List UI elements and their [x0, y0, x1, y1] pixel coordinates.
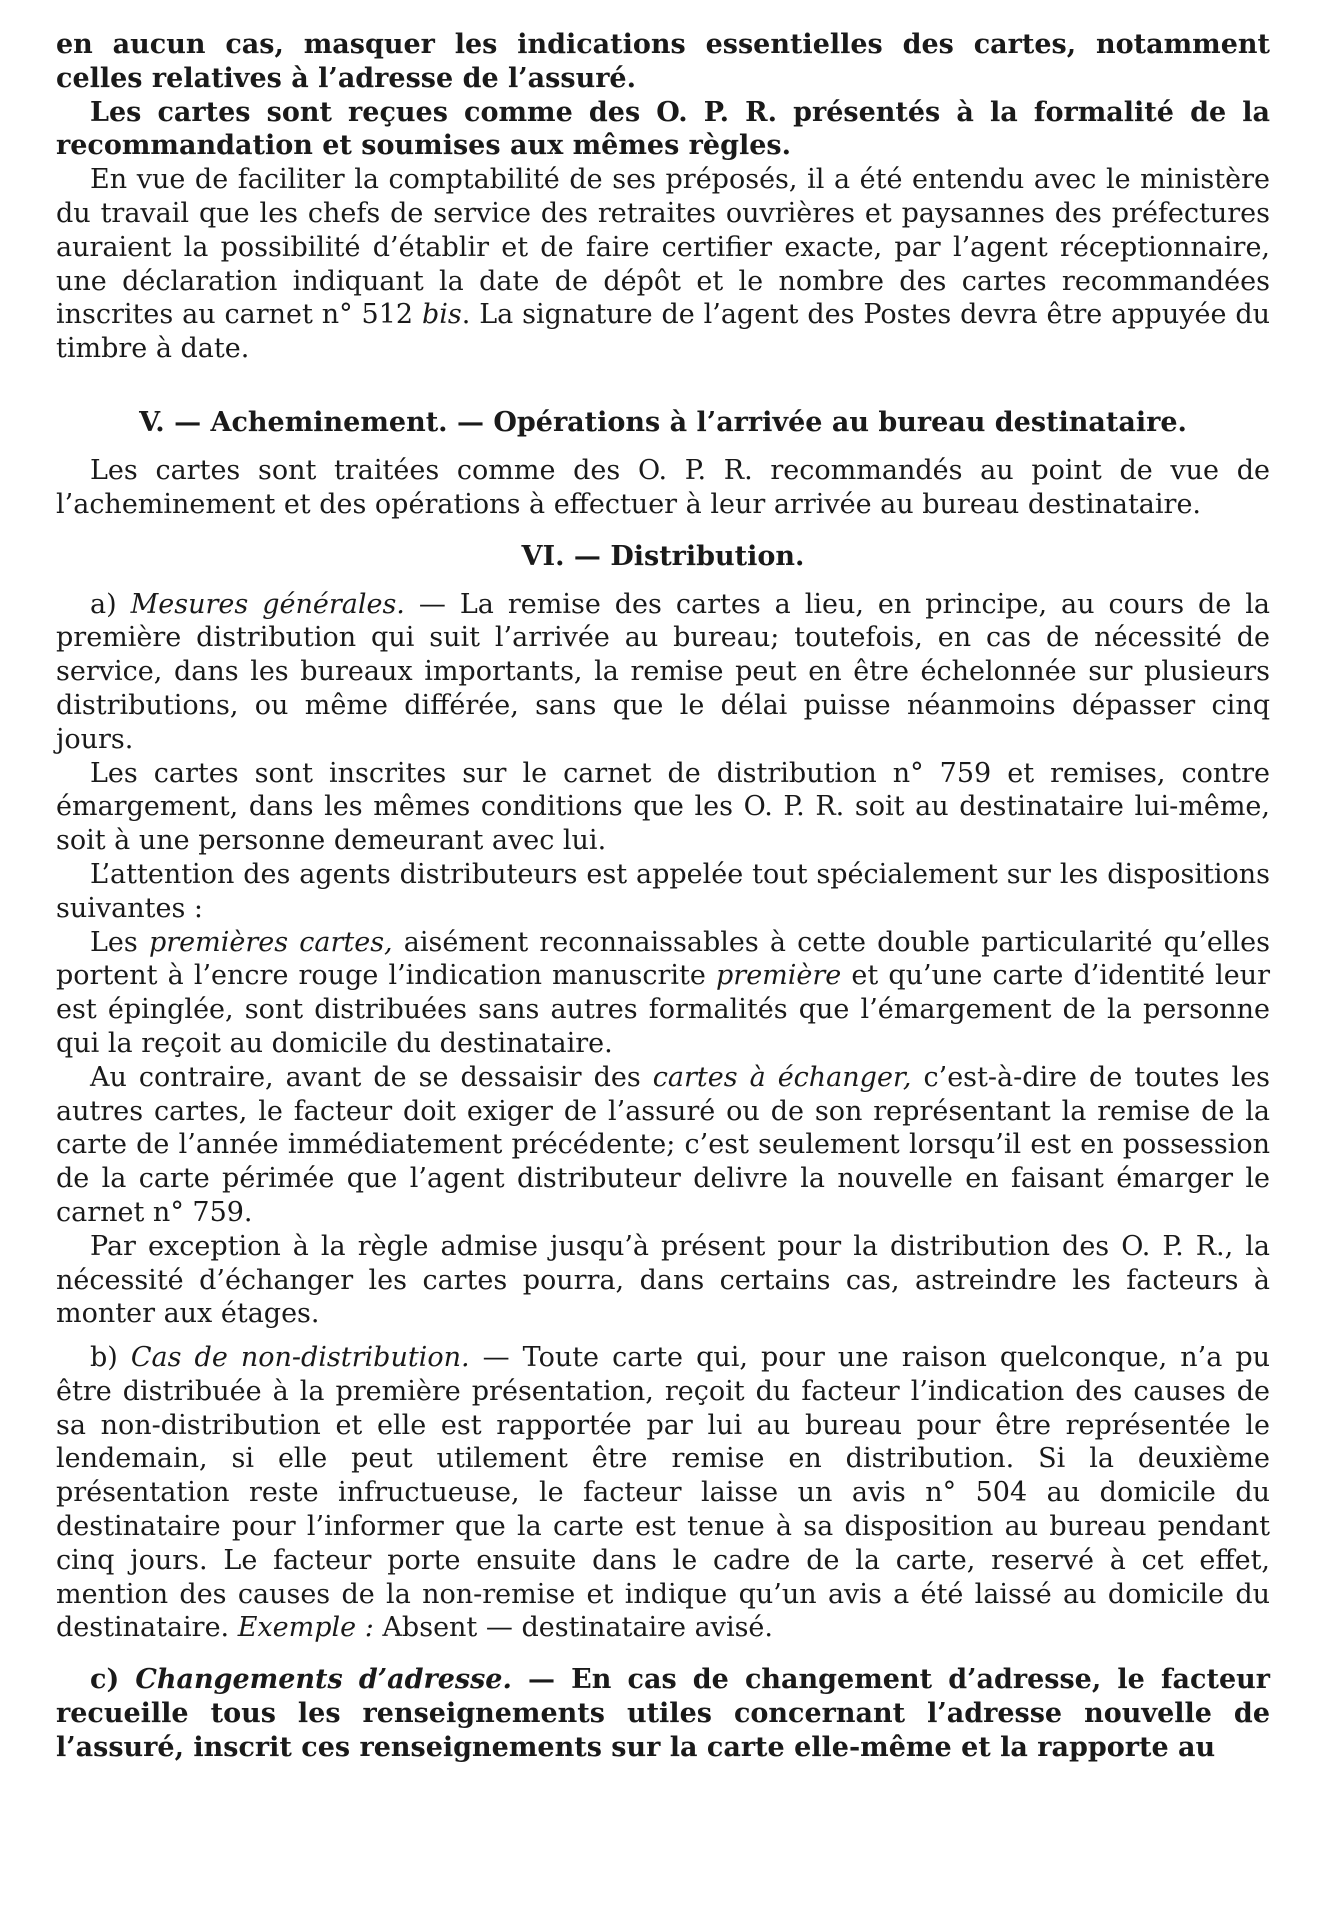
- section-vi-premieres-italic-1: premières cartes,: [148, 926, 393, 958]
- document-page: [56, 28, 1270, 1765]
- intro-p3-text: En vue de faciliter la comptabilité de ses préposés, il a été entendu avec le ministère du travail que les chefs de service des retraites ouvrières et paysannes des préfectures auraient la possibilité d’établir et de faire certifier exacte, par l’agent réceptionnaire, une déclaration indiquant la date de dépôt et le nombre des cartes recommandées inscrites au carnet n° 512: [56, 164, 1270, 331]
- section-vi-c-text: — En cas de changement d’adresse, le facteur recueille tous les renseignements utiles concernant l’adresse nouvelle de l’assuré, inscrit ces renseignements sur la carte elle-même et la rapporte au: [56, 1664, 1270, 1763]
- section-vi-b-example-text: Absent — destinataire avisé.: [373, 1612, 773, 1644]
- section-vi-premieres-3: et qu’une carte d’identité leur est épinglée, sont distribuées sans autres formalités que l’émargement de la personne qui la reçoit au domicile du destinataire.: [56, 960, 1270, 1059]
- section-vi-premieres-italic-2: première: [716, 960, 842, 992]
- intro-p2-text: Les cartes sont reçues comme des O. P. R. présentés à la formalité de la recommandation et soumises aux mêmes règles.: [56, 96, 1270, 162]
- section-vi-a-text: — La remise des cartes a lieu, en principe, au cours de la première distribution qui suit l’arrivée au bureau; toutefois, en cas de nécessité de service, dans les bureaux importants, la remise peut en être échelonnée sur plusieurs distributions, ou même différée, sans que le délai puisse néanmoins dépasser cinq jours.: [56, 588, 1270, 755]
- section-vi-premieres-1: Les: [90, 926, 149, 958]
- section-vi-inscrites-paragraph: [56, 757, 1270, 858]
- intro-paragraph-continuation: [56, 28, 1270, 96]
- section-vi-a-title: Mesures générales.: [130, 588, 405, 620]
- section-vi-premieres-2: aisément reconnaissables à cette double particularité qu’elles portent à l’encre rouge l’indication manuscrite: [56, 926, 1270, 992]
- section-vi-b-paragraph: [56, 1341, 1270, 1645]
- section-v-p1-text: Les cartes sont traitées comme des O. P. R. recommandés au point de vue de l’acheminement et des opérations à effectuer à leur arrivée au bureau destinataire.: [56, 454, 1270, 520]
- intro-paragraph-recommandation: [56, 96, 1270, 164]
- intro-paragraph-comptabilite: [56, 163, 1270, 366]
- section-vi-a-paragraph: [56, 588, 1270, 757]
- section-vi-contraire-2: c’est-à-dire de toutes les autres cartes, le facteur doit exiger de l’assuré ou de son représentant la remise de la carte de l’année immédiatement précédente; c’est seulement lorsqu’il est en possession de la carte périmée que l’agent distributeur delivre la nouvelle en faisant émarger le carnet n° 759.: [56, 1061, 1270, 1228]
- section-vi-attention-text: L’attention des agents distributeurs est appelée tout spécialement sur les dispositions suivantes :: [56, 858, 1270, 924]
- section-vi-contraire-1: Au contraire, avant de se dessaisir des: [90, 1061, 653, 1093]
- section-vi-exception-text: Par exception à la règle admise jusqu’à présent pour la distribution des O. P. R., la nécessité d’échanger les cartes pourra, dans certains cas, astreindre les facteurs à monter aux étages.: [56, 1230, 1270, 1330]
- intro-p3-end: . La signature de l’agent des Postes devra être appuyée du timbre à date.: [56, 299, 1270, 365]
- section-vi-b-prefix: b): [90, 1342, 131, 1374]
- section-v-paragraph: [56, 454, 1270, 522]
- section-vi-a-prefix: a): [90, 588, 131, 620]
- section-vi-attention-paragraph: [56, 858, 1270, 926]
- section-vi-c-title: Changements d’adresse.: [135, 1664, 512, 1696]
- section-vi-contraire-paragraph: [56, 1061, 1270, 1230]
- section-vi-exception-paragraph: [56, 1230, 1270, 1331]
- section-vi-inscrites-text: Les cartes sont inscrites sur le carnet de distribution n° 759 et remises, contre émargement, dans les mêmes conditions que les O. P. R. soit au destinataire lui-même, soit à une personne demeurant avec lui.: [56, 757, 1270, 857]
- section-v-heading: V. — Acheminement. — Opérations à l’arrivée au bureau destinataire.: [139, 406, 1187, 438]
- section-vi-heading: VI. — Distribution.: [521, 540, 805, 572]
- intro-p3-italic: bis: [421, 299, 462, 331]
- section-vi-b-title: Cas de non-distribution.: [130, 1342, 470, 1374]
- section-vi-b-text: — Toute carte qui, pour une raison quelconque, n’a pu être distribuée à la première présentation, reçoit du facteur l’indication des causes de sa non-distribution et elle est rapportée par lui au bureau pour être représentée le lendemain, si elle peut utilement être remise en distribution. Si la deuxième présentation reste infructueuse, le facteur laisse un avis n° 504 au domicile du destinataire pour l’informer que la carte est tenue à sa disposition au bureau pendant cinq jours. Le facteur porte ensuite dans le cadre de la carte, reservé à cet effet, mention des causes de la non-remise et indique qu’un avis a été laissé au domicile du destinataire.: [56, 1342, 1271, 1644]
- section-vi-b-example-label: Exemple :: [237, 1612, 374, 1644]
- section-vi-premieres-paragraph: [56, 926, 1270, 1061]
- section-vi-c-paragraph: [56, 1663, 1270, 1764]
- intro-p1-text: en aucun cas, masquer les indications essentielles des cartes, notamment celles relatives à l’adresse de l’assuré.: [56, 29, 1270, 94]
- section-vi-c-prefix: c): [90, 1664, 136, 1696]
- section-vi-contraire-italic: cartes à échanger,: [652, 1061, 912, 1093]
